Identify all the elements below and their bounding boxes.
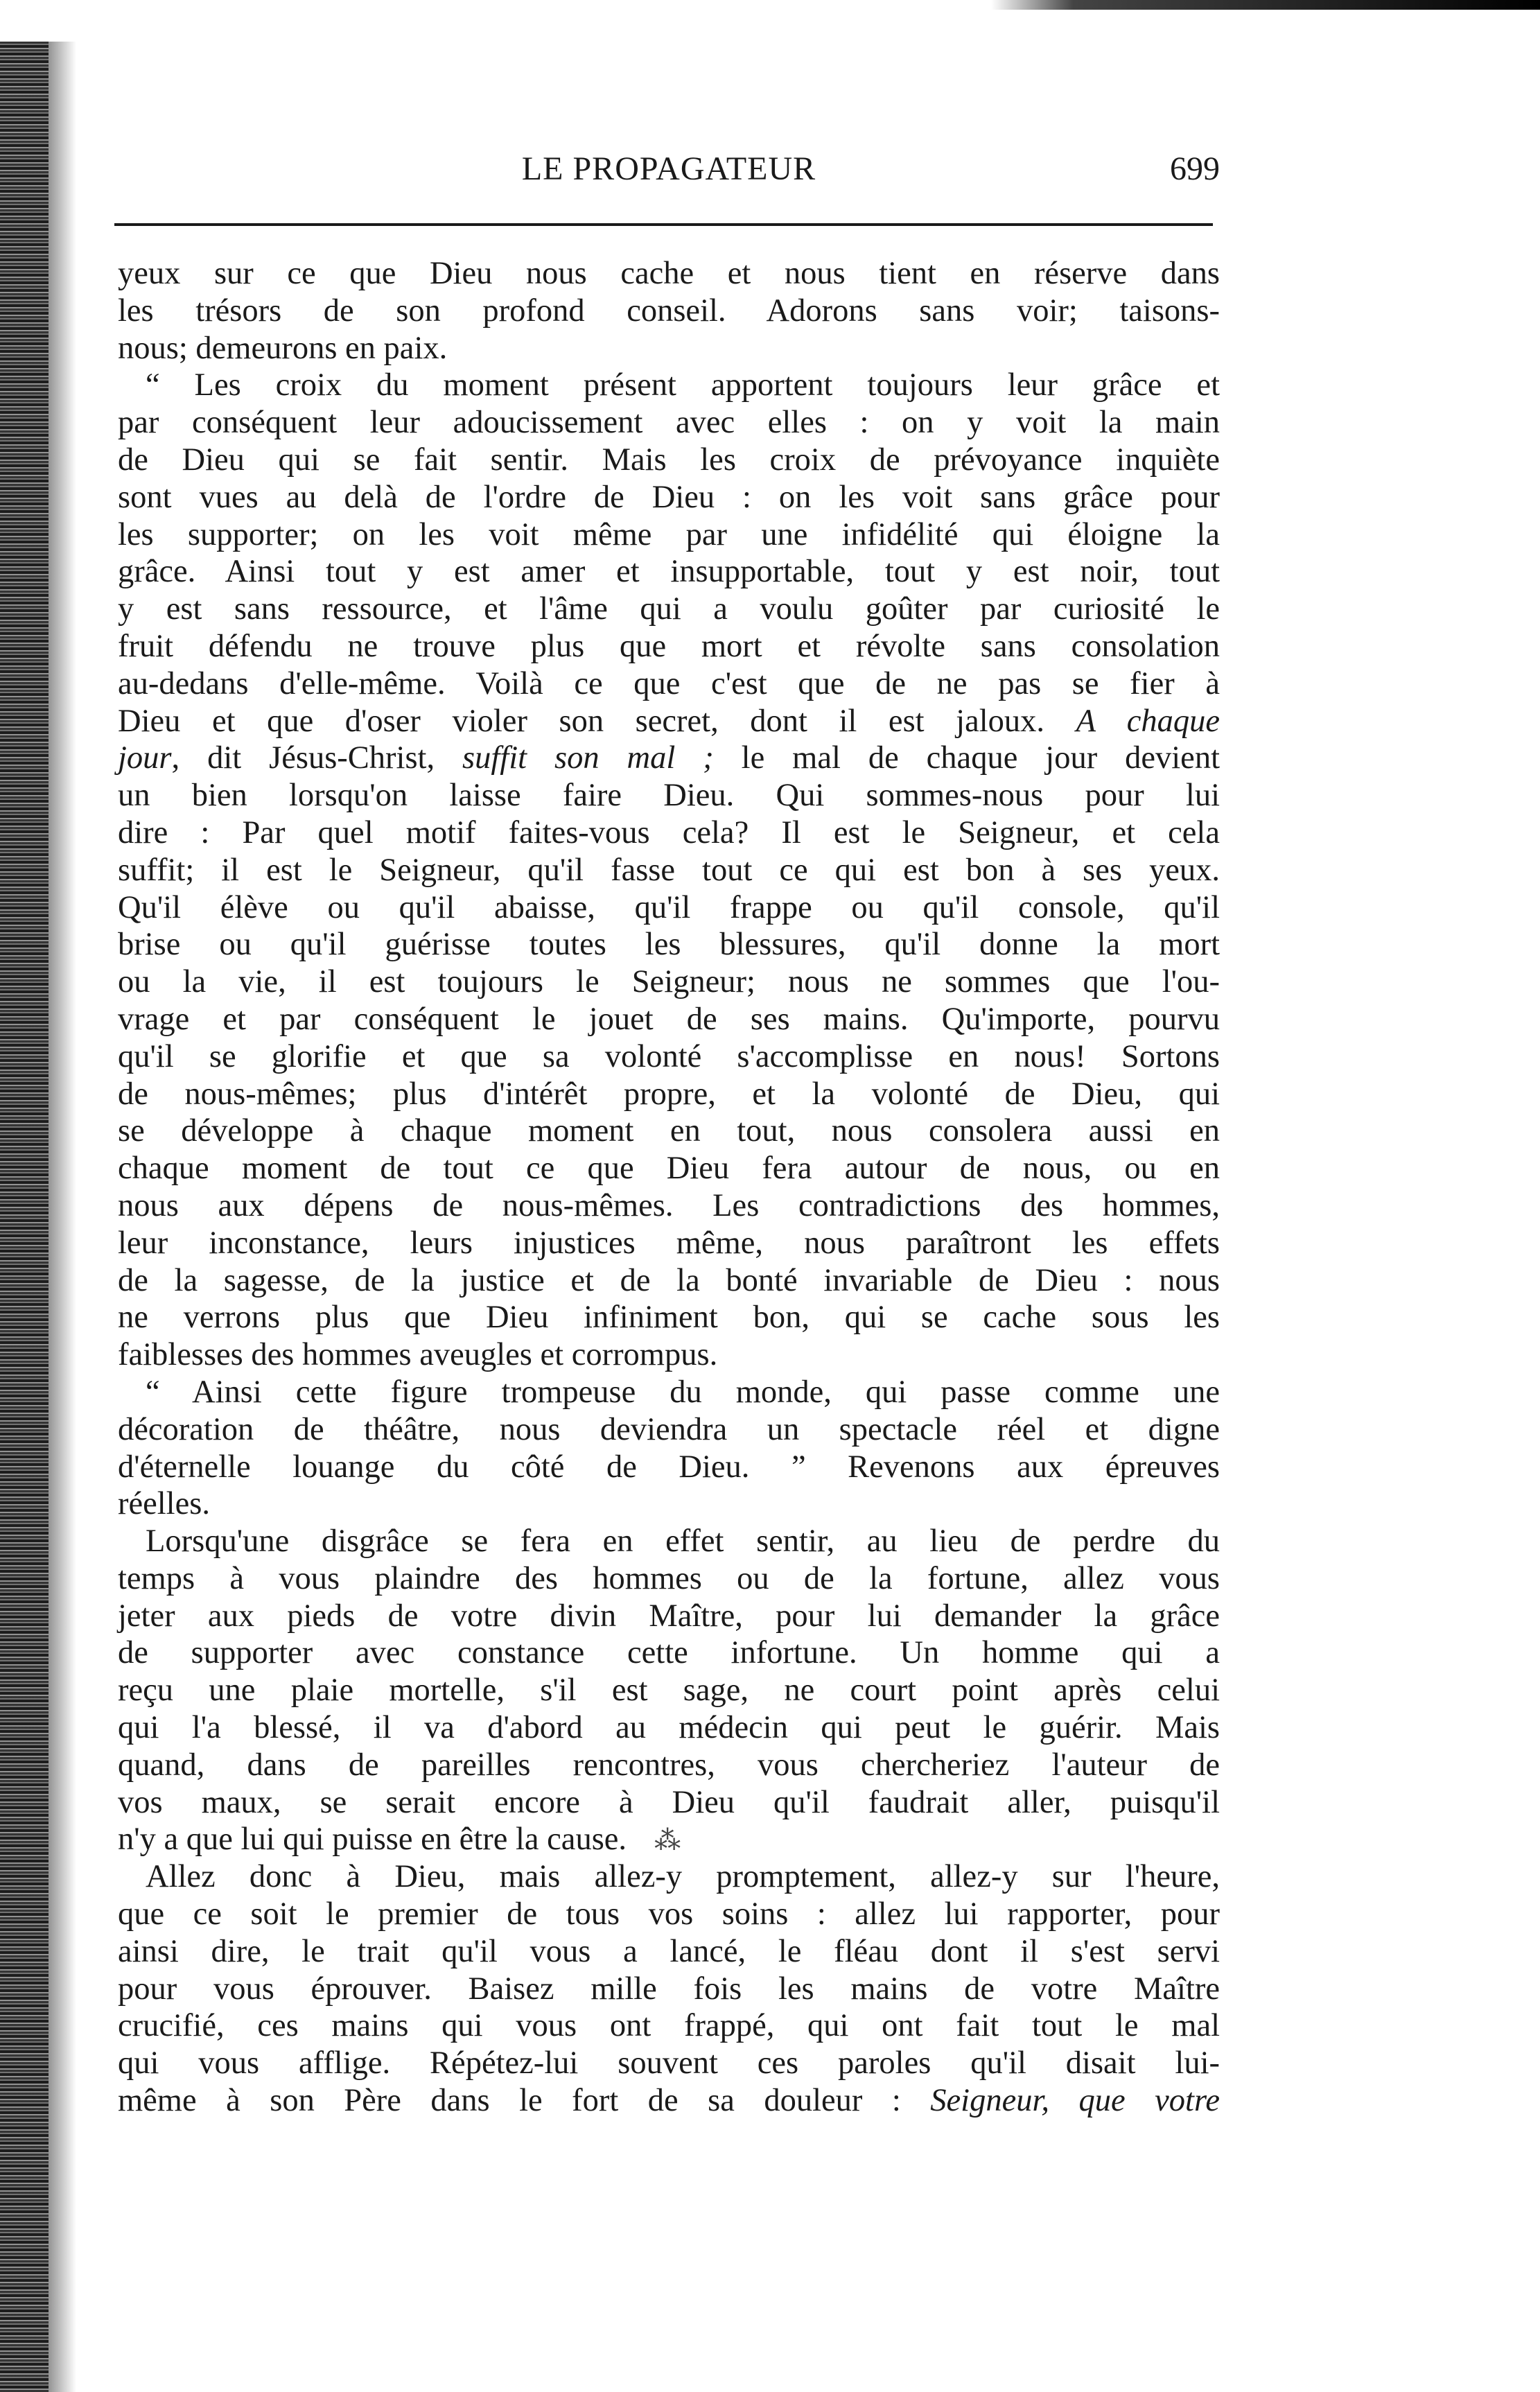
text-line (118, 330, 1220, 367)
book-binding-edge (0, 42, 49, 2392)
text-line (118, 1485, 1220, 1523)
text-run: pour vous éprouver. Baisez mille fois les mains de votre Maître (118, 1971, 1220, 2007)
text-run: ne verrons plus que Dieu infiniment bon, qui se cache sous les (118, 1300, 1220, 1336)
scan-artifact-top (991, 0, 1540, 10)
text-line (118, 889, 1220, 927)
text-line (118, 926, 1220, 963)
text-run: réelles. (118, 1486, 210, 1522)
text-line (118, 1858, 1220, 1896)
text-run: de la sagesse, de la justice et de la bonté invariable de Dieu : nous (118, 1262, 1220, 1298)
text-run: sont vues au delà de l'ordre de Dieu : on les voit sans grâce pour (118, 479, 1220, 515)
text-run: faiblesses des hommes aveugles et corrompus. (118, 1337, 718, 1373)
text-run: Qu'il élève ou qu'il abaisse, qu'il frappe ou qu'il console, qu'il (118, 889, 1220, 925)
text-run: yeux sur ce que Dieu nous cache et nous tient en réserve dans (118, 256, 1220, 291)
text-run: un bien lorsqu'on laisse faire Dieu. Qui sommes-nous pour lui (118, 778, 1220, 814)
text-line (118, 703, 1220, 740)
page-number: 699 (1170, 150, 1220, 187)
text-run: de nous-mêmes; plus d'intérêt propre, et la volonté de Dieu, qui (118, 1076, 1220, 1112)
text-line (118, 1150, 1220, 1187)
text-line (118, 1299, 1220, 1336)
header-rule (114, 223, 1213, 226)
text-line (118, 1374, 1220, 1411)
text-run: de Dieu qui se fait sentir. Mais les croix de prévoyance inquiète (118, 442, 1220, 478)
text-line (118, 1598, 1220, 1635)
text-line (118, 852, 1220, 889)
italic-phrase: A chaque (1076, 703, 1220, 739)
text-run: qui vous afflige. Répétez-lui souvent ces paroles qu'il disait lui- (118, 2045, 1220, 2081)
body-text (118, 255, 1220, 2120)
text-line (118, 367, 1220, 404)
text-line (118, 293, 1220, 330)
text-run: d'éternelle louange du côté de Dieu. ” Revenons aux épreuves (118, 1449, 1220, 1485)
text-line (118, 1672, 1220, 1709)
text-line (118, 1225, 1220, 1262)
text-run: suffit; il est le Seigneur, qu'il fasse tout ce qui est bon à ses yeux. (118, 852, 1220, 888)
text-line (118, 1971, 1220, 2008)
text-line (118, 777, 1220, 814)
text-run: les supporter; on les voit même par une infidélité qui éloigne la (118, 516, 1220, 552)
text-run: temps à vous plaindre des hommes ou de la fortune, allez vous (118, 1560, 1220, 1596)
text-line (118, 591, 1220, 628)
text-run: “ Les croix du moment présent apportent toujours leur grâce et (146, 367, 1220, 403)
text-run: Lorsqu'une disgrâce se fera en effet sentir, au lieu de perdre du (146, 1524, 1220, 1560)
text-line (118, 1449, 1220, 1486)
text-line (118, 1747, 1220, 1784)
text-line (118, 1523, 1220, 1560)
text-run: reçu une plaie mortelle, s'il est sage, ne court point après celui (118, 1673, 1220, 1709)
text-line (118, 1821, 1220, 1858)
text-run: le mal de chaque jour devient (713, 740, 1220, 776)
running-header (118, 139, 1220, 201)
text-line (118, 1001, 1220, 1038)
text-line (118, 1336, 1220, 1374)
text-run: n'y a que lui qui puisse en être la cause. (118, 1822, 627, 1858)
text-run: grâce. Ainsi tout y est amer et insupportable, tout y est noir, tout (118, 554, 1220, 590)
text-run: qui l'a blessé, il va d'abord au médecin qui peut le guérir. Mais (118, 1710, 1220, 1746)
text-run: ainsi dire, le trait qu'il vous a lancé, le fléau dont il s'est servi (118, 1933, 1220, 1969)
text-run: au-dedans d'elle-même. Voilà ce que c'est que de ne pas se fier à (118, 665, 1220, 701)
text-line (118, 665, 1220, 703)
italic-phrase: jour (118, 740, 172, 776)
text-line (118, 479, 1220, 516)
text-run: crucifié, ces mains qui vous ont frappé, qui ont fait tout le mal (118, 2008, 1220, 2044)
text-line (118, 255, 1220, 293)
text-line (118, 553, 1220, 591)
text-line (118, 1411, 1220, 1449)
text-run: dire : Par quel motif faites-vous cela? Il est le Seigneur, et cela (118, 814, 1220, 850)
text-run: y est sans ressource, et l'âme qui a voulu goûter par curiosité le (118, 591, 1220, 627)
text-line (118, 1784, 1220, 1822)
printer-ornament: ⁂ (654, 1826, 681, 1856)
text-run: par conséquent leur adoucissement avec elles : on y voit la main (118, 405, 1220, 441)
text-line (118, 1112, 1220, 1150)
text-line (118, 963, 1220, 1001)
text-line (118, 2045, 1220, 2082)
text-line (118, 628, 1220, 665)
text-run: chaque moment de tout ce que Dieu fera autour de nous, ou en (118, 1151, 1220, 1187)
text-run: vos maux, se serait encore à Dieu qu'il faudrait aller, puisqu'il (118, 1784, 1220, 1820)
text-run: jeter aux pieds de votre divin Maître, pour lui demander la grâce (118, 1598, 1220, 1634)
text-line (118, 1076, 1220, 1113)
text-line (118, 404, 1220, 442)
text-line (118, 1634, 1220, 1672)
text-run: qu'il se glorifie et que sa volonté s'accomplisse en nous! Sortons (118, 1038, 1220, 1074)
text-run: nous aux dépens de nous-mêmes. Les contradictions des hommes, (118, 1187, 1220, 1223)
text-run: fruit défendu ne trouve plus que mort et révolte sans consolation (118, 628, 1220, 664)
text-run: ou la vie, il est toujours le Seigneur; nous ne sommes que l'ou- (118, 964, 1220, 1000)
text-run: se développe à chaque moment en tout, nous consolera aussi en (118, 1113, 1220, 1149)
binding-shadow (49, 42, 76, 2392)
text-line (118, 1560, 1220, 1598)
text-line (118, 442, 1220, 479)
italic-phrase: Seigneur, que votre (930, 2083, 1220, 2119)
text-run: brise ou qu'il guérisse toutes les blessures, qu'il donne la mort (118, 927, 1220, 963)
text-run: nous; demeurons en paix. (118, 330, 448, 366)
text-line (118, 1896, 1220, 1933)
text-line (118, 1187, 1220, 1225)
text-line (118, 740, 1220, 777)
text-run: quand, dans de pareilles rencontres, vous chercheriez l'auteur de (118, 1747, 1220, 1783)
text-line (118, 1709, 1220, 1747)
text-run: que ce soit le premier de tous vos soins : allez lui rapporter, pour (118, 1896, 1220, 1932)
text-run: “ Ainsi cette figure trompeuse du monde, qui passe comme une (146, 1374, 1220, 1410)
text-run: les trésors de son profond conseil. Adorons sans voir; taisons- (118, 293, 1220, 329)
text-run: , dit Jésus-Christ, (171, 740, 463, 776)
text-line (118, 1933, 1220, 1971)
italic-phrase: suffit son mal ; (462, 740, 714, 776)
text-line (118, 1262, 1220, 1300)
text-run: leur inconstance, leurs injustices même, nous paraîtront les effets (118, 1225, 1220, 1261)
text-line (118, 2007, 1220, 2045)
text-run: Dieu et que d'oser violer son secret, dont il est jaloux. (118, 703, 1045, 739)
text-run: décoration de théâtre, nous deviendra un spectacle réel et digne (118, 1411, 1220, 1447)
text-run: Allez donc à Dieu, mais allez-y promptement, allez-y sur l'heure, (146, 1859, 1220, 1895)
text-line (118, 516, 1220, 554)
text-line (118, 814, 1220, 852)
text-run: de supporter avec constance cette infortune. Un homme qui a (118, 1635, 1220, 1671)
text-run: vrage et par conséquent le jouet de ses mains. Qu'importe, pourvu (118, 1001, 1220, 1037)
text-run: même à son Père dans le fort de sa douleur : (118, 2083, 901, 2119)
text-line (118, 1038, 1220, 1076)
running-title: LE PROPAGATEUR (521, 150, 816, 187)
text-line (118, 2082, 1220, 2120)
